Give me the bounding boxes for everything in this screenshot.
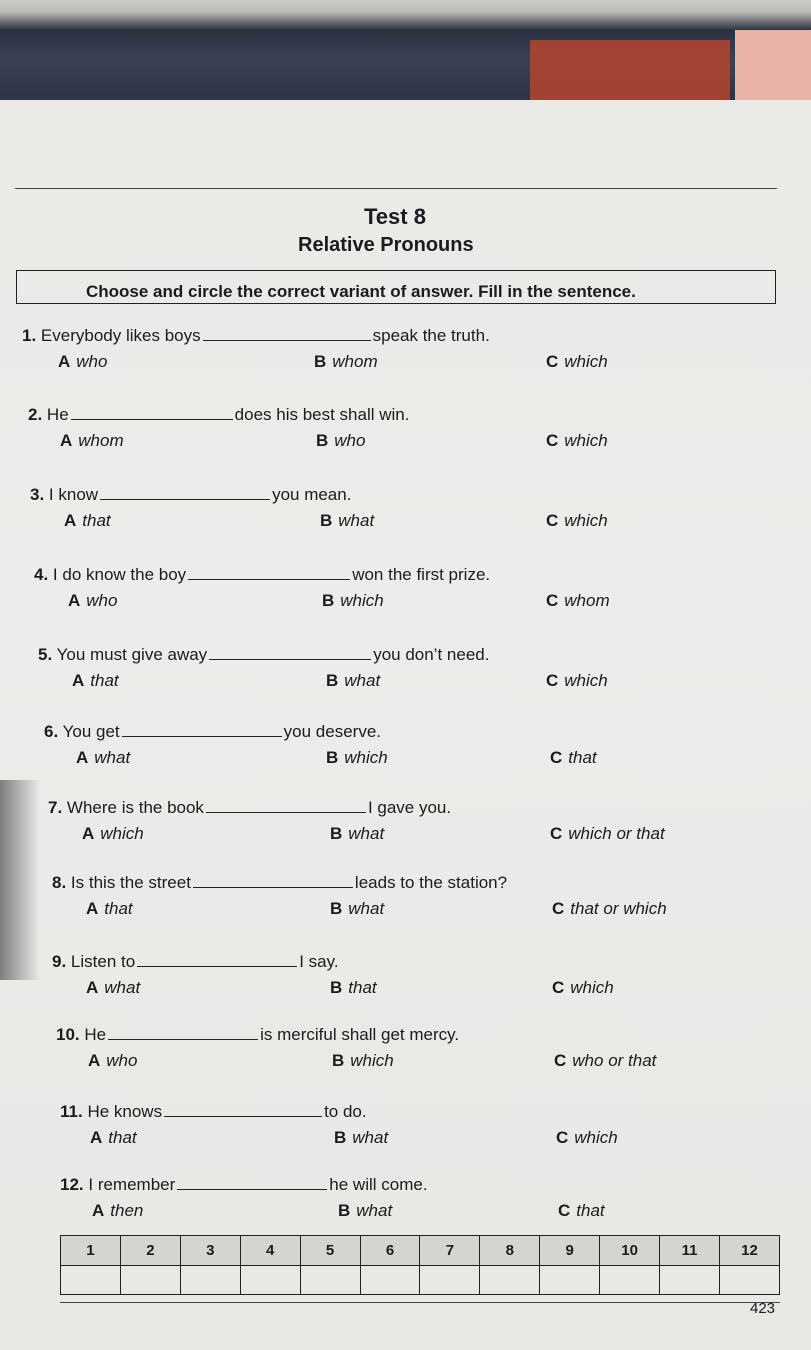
question-text-after: I gave you. [367, 798, 452, 817]
option-text: what [94, 748, 131, 767]
option-text: that [568, 748, 597, 767]
option-a[interactable] [60, 431, 124, 451]
question-number: 3. [30, 485, 45, 504]
question-number: 11. [60, 1102, 83, 1121]
option-letter: C [546, 671, 559, 690]
option-b[interactable] [322, 591, 384, 611]
grid-answer-cell[interactable] [300, 1265, 360, 1295]
option-text: whom [332, 352, 378, 371]
option-text: which [564, 511, 608, 530]
question-number: 8. [52, 873, 67, 892]
option-text: which [574, 1128, 618, 1147]
question-text-before: Listen to [70, 952, 136, 971]
option-c[interactable] [552, 978, 614, 998]
option-text: who or that [572, 1051, 657, 1070]
option-text: which [564, 671, 608, 690]
option-letter: C [550, 824, 563, 843]
option-letter: B [316, 431, 329, 450]
option-letter: A [86, 978, 99, 997]
option-b[interactable] [314, 352, 378, 372]
option-text: whom [564, 591, 610, 610]
option-text: that or which [570, 899, 667, 918]
answer-blank[interactable] [193, 875, 353, 888]
question-8 [52, 873, 507, 893]
question-10 [56, 1025, 459, 1045]
option-a[interactable] [58, 352, 107, 372]
option-text: what [104, 978, 141, 997]
option-text: what [344, 671, 381, 690]
option-letter: C [556, 1128, 569, 1147]
option-text: which [100, 824, 144, 843]
option-b[interactable] [338, 1201, 392, 1221]
option-c[interactable] [558, 1201, 605, 1221]
question-9 [52, 952, 339, 972]
option-letter: A [64, 511, 77, 530]
question-number: 6. [44, 722, 59, 741]
option-c[interactable] [546, 431, 608, 451]
option-letter: B [330, 824, 343, 843]
grid-header-cell: 12 [719, 1236, 779, 1266]
option-text: which [344, 748, 388, 767]
option-a[interactable] [68, 591, 117, 611]
test-title: Test 8 [364, 204, 426, 229]
question-number: 4. [34, 565, 49, 584]
option-a[interactable] [92, 1201, 143, 1221]
answer-blank[interactable] [164, 1104, 322, 1117]
answer-blank[interactable] [108, 1027, 258, 1040]
question-text-after: he will come. [329, 1175, 428, 1194]
option-text: who [334, 431, 366, 450]
option-text: which or that [568, 824, 665, 843]
question-text-after: you don’t need. [373, 645, 490, 664]
question-text-after: I say. [299, 952, 339, 971]
question-text-before: I remember [88, 1175, 176, 1194]
option-text: which [340, 591, 384, 610]
option-a[interactable] [82, 824, 144, 844]
question-text-before: He knows [87, 1102, 163, 1121]
grid-header-cell: 1 [61, 1236, 121, 1266]
grid-answer-cell[interactable] [540, 1265, 600, 1295]
option-b[interactable] [326, 748, 388, 768]
question-number: 7. [48, 798, 63, 817]
grid-header-cell: 10 [600, 1236, 660, 1266]
option-letter: C [546, 511, 559, 530]
question-12 [60, 1175, 428, 1195]
option-text: which [350, 1051, 394, 1070]
option-c[interactable] [556, 1128, 618, 1148]
instruction-text: Choose and circle the correct variant of answer. Fill in the sentence. [86, 282, 636, 301]
grid-header-cell: 8 [480, 1236, 540, 1266]
question-text-after: won the first prize. [352, 565, 491, 584]
option-c[interactable] [550, 824, 665, 844]
option-letter: A [76, 748, 89, 767]
grid-answer-cell[interactable] [660, 1265, 720, 1295]
finger-shadow [0, 780, 40, 980]
option-letter: B [334, 1128, 347, 1147]
grid-header-cell: 11 [660, 1236, 720, 1266]
option-a[interactable] [86, 899, 133, 919]
option-text: that [348, 978, 377, 997]
question-number: 1. [22, 326, 37, 345]
option-text: which [564, 431, 608, 450]
question-text-after: leads to the station? [354, 873, 508, 892]
option-text: who [106, 1051, 138, 1070]
question-text-after: does his best shall win. [234, 405, 410, 424]
option-letter: A [88, 1051, 101, 1070]
answer-grid-header-row [61, 1236, 780, 1266]
question-4 [34, 565, 490, 585]
option-text: whom [78, 431, 124, 450]
option-b[interactable] [334, 1128, 388, 1148]
option-b[interactable] [330, 899, 384, 919]
question-1 [22, 326, 490, 346]
question-2 [28, 405, 409, 425]
option-a[interactable] [88, 1051, 137, 1071]
question-text-after: you mean. [272, 485, 352, 504]
top-rule [15, 188, 777, 189]
grid-answer-cell[interactable] [600, 1265, 660, 1295]
answer-blank[interactable] [122, 724, 282, 737]
option-a[interactable] [76, 748, 130, 768]
question-number: 12. [60, 1175, 84, 1194]
option-letter: C [546, 352, 559, 371]
question-5 [38, 645, 489, 665]
option-letter: C [550, 748, 563, 767]
grid-answer-cell[interactable] [61, 1265, 121, 1295]
question-text-after: is merciful shall get mercy. [260, 1025, 460, 1044]
option-text: what [352, 1128, 389, 1147]
answer-blank[interactable] [209, 647, 371, 660]
option-b[interactable] [332, 1051, 394, 1071]
option-letter: A [90, 1128, 103, 1147]
grid-answer-cell[interactable] [180, 1265, 240, 1295]
grid-header-cell: 3 [180, 1236, 240, 1266]
option-letter: C [552, 899, 565, 918]
question-text-after: to do. [324, 1102, 367, 1121]
option-letter: A [92, 1201, 105, 1220]
option-letter: B [330, 899, 343, 918]
question-text-after: you deserve. [283, 722, 381, 741]
question-text-before: You must give away [56, 645, 208, 664]
option-letter: C [546, 431, 559, 450]
question-number: 9. [52, 952, 67, 971]
option-text: then [110, 1201, 144, 1220]
option-letter: A [72, 671, 85, 690]
option-letter: A [68, 591, 81, 610]
option-a[interactable] [72, 671, 119, 691]
grid-answer-cell[interactable] [420, 1265, 480, 1295]
bottom-rule [60, 1302, 780, 1303]
answer-blank[interactable] [177, 1177, 327, 1190]
option-letter: C [558, 1201, 571, 1220]
grid-header-cell: 2 [120, 1236, 180, 1266]
question-11 [60, 1102, 367, 1122]
option-c[interactable] [552, 899, 667, 919]
option-c[interactable] [546, 591, 610, 611]
question-text-before: Where is the book [66, 798, 204, 817]
grid-answer-cell[interactable] [719, 1265, 779, 1295]
question-text-before: Is this the street [70, 873, 191, 892]
question-text-before: I know [48, 485, 99, 504]
option-text: which [570, 978, 614, 997]
option-letter: B [314, 352, 327, 371]
option-text: that [104, 899, 133, 918]
option-text: what [356, 1201, 393, 1220]
grid-header-cell: 6 [360, 1236, 420, 1266]
option-text: that [82, 511, 111, 530]
grid-header-cell: 7 [420, 1236, 480, 1266]
option-b[interactable] [320, 511, 374, 531]
option-letter: C [554, 1051, 567, 1070]
option-c[interactable] [546, 511, 608, 531]
option-letter: A [86, 899, 99, 918]
option-letter: C [552, 978, 565, 997]
question-text-before: He [84, 1025, 107, 1044]
question-number: 2. [28, 405, 43, 424]
question-text-before: I do know the boy [52, 565, 187, 584]
question-text-before: He [46, 405, 69, 424]
answer-blank[interactable] [206, 800, 366, 813]
test-subtitle: Relative Pronouns [298, 234, 474, 256]
option-text: what [338, 511, 375, 530]
option-b[interactable] [330, 978, 377, 998]
answer-grid-answer-row [61, 1265, 780, 1295]
option-b[interactable] [326, 671, 380, 691]
option-letter: B [330, 978, 343, 997]
question-number: 5. [38, 645, 53, 664]
option-letter: A [82, 824, 95, 843]
background-red-object [530, 40, 730, 100]
option-c[interactable] [550, 748, 597, 768]
question-6 [44, 722, 381, 742]
option-letter: B [332, 1051, 345, 1070]
option-c[interactable] [546, 352, 608, 372]
option-letter: B [338, 1201, 351, 1220]
grid-answer-cell[interactable] [360, 1265, 420, 1295]
grid-header-cell: 4 [240, 1236, 300, 1266]
option-c[interactable] [554, 1051, 656, 1071]
background-pink-object [735, 30, 811, 110]
option-b[interactable] [330, 824, 384, 844]
answer-blank[interactable] [188, 567, 350, 580]
option-text: who [76, 352, 108, 371]
option-text: who [86, 591, 118, 610]
option-letter: C [546, 591, 559, 610]
grid-header-cell: 9 [540, 1236, 600, 1266]
question-3 [30, 485, 351, 505]
option-b[interactable] [316, 431, 365, 451]
option-letter: B [326, 748, 339, 767]
option-text: that [576, 1201, 605, 1220]
option-a[interactable] [64, 511, 111, 531]
option-a[interactable] [86, 978, 140, 998]
option-letter: A [60, 431, 73, 450]
answer-blank[interactable] [203, 328, 371, 341]
option-c[interactable] [546, 671, 608, 691]
option-letter: B [326, 671, 339, 690]
option-text: which [564, 352, 608, 371]
page-number: 423 [750, 1300, 776, 1317]
option-a[interactable] [90, 1128, 137, 1148]
answer-blank[interactable] [100, 487, 270, 500]
question-7 [48, 798, 451, 818]
option-text: that [108, 1128, 137, 1147]
answer-blank[interactable] [71, 407, 233, 420]
answer-blank[interactable] [137, 954, 297, 967]
answer-grid [60, 1235, 780, 1295]
grid-answer-cell[interactable] [240, 1265, 300, 1295]
question-number: 10. [56, 1025, 80, 1044]
question-text-after: speak the truth. [372, 326, 490, 345]
option-text: what [348, 824, 385, 843]
option-letter: B [322, 591, 335, 610]
question-text-before: Everybody likes boys [40, 326, 201, 345]
option-letter: B [320, 511, 333, 530]
question-text-before: You get [62, 722, 120, 741]
option-text: that [90, 671, 119, 690]
grid-answer-cell[interactable] [480, 1265, 540, 1295]
grid-header-cell: 5 [300, 1236, 360, 1266]
option-letter: A [58, 352, 71, 371]
grid-answer-cell[interactable] [120, 1265, 180, 1295]
option-text: what [348, 899, 385, 918]
